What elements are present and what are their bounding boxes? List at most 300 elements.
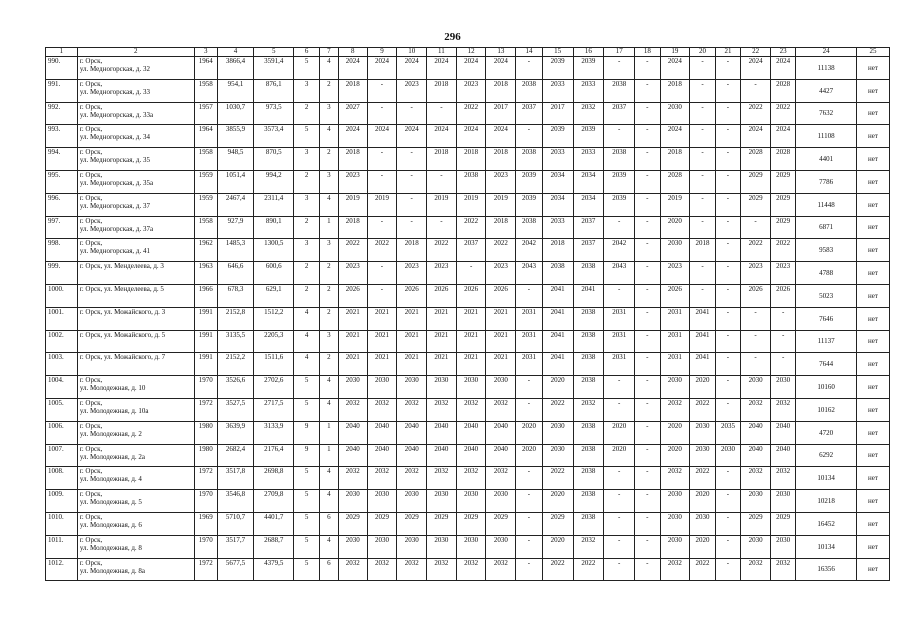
data-cell: 4 bbox=[319, 398, 338, 421]
data-cell: 2032 bbox=[456, 467, 486, 490]
data-cell: 2018 bbox=[338, 148, 367, 171]
data-cell: 2038 bbox=[573, 421, 604, 444]
data-cell: 2702,6 bbox=[254, 376, 294, 399]
data-cell: - bbox=[635, 558, 660, 581]
data-cell: 2042 bbox=[516, 239, 543, 262]
data-cell: - bbox=[397, 102, 427, 125]
data-cell: 2032 bbox=[367, 558, 397, 581]
data-cell: 4720 bbox=[796, 421, 857, 444]
data-cell: 2041 bbox=[573, 284, 604, 307]
address-cell: г. Орск, ул. Менделеева, д. 5 bbox=[77, 284, 194, 307]
address-cell: г. Орск, ул. Молодежная, д. 2 bbox=[77, 421, 194, 444]
data-cell: 2021 bbox=[456, 330, 486, 353]
data-cell: нет bbox=[856, 512, 889, 535]
data-cell: 2018 bbox=[660, 79, 690, 102]
data-cell: 2037 bbox=[604, 102, 635, 125]
data-cell: 2205,3 bbox=[254, 330, 294, 353]
table-row bbox=[46, 193, 890, 216]
data-cell: - bbox=[367, 102, 397, 125]
data-cell: 7632 bbox=[796, 102, 857, 125]
data-cell: 2467,4 bbox=[217, 193, 253, 216]
data-cell: 2022 bbox=[542, 467, 573, 490]
data-cell: 2030 bbox=[427, 490, 457, 513]
data-cell: нет bbox=[856, 193, 889, 216]
data-cell: 5023 bbox=[796, 284, 857, 307]
data-cell: 2176,4 bbox=[254, 444, 294, 467]
data-cell: 994,2 bbox=[254, 170, 294, 193]
data-cell: - bbox=[397, 193, 427, 216]
data-cell: 4379,5 bbox=[254, 558, 294, 581]
data-cell: 2041 bbox=[690, 330, 715, 353]
data-cell: 2041 bbox=[542, 330, 573, 353]
address-cell: г. Орск, ул. Молодежная, д. 8 bbox=[77, 535, 194, 558]
data-cell: 954,1 bbox=[217, 79, 253, 102]
column-header: 18 bbox=[635, 48, 660, 57]
data-cell: 2031 bbox=[604, 353, 635, 376]
data-cell: нет bbox=[856, 307, 889, 330]
data-cell: 1 bbox=[319, 421, 338, 444]
data-cell: - bbox=[690, 170, 715, 193]
data-cell: 1970 bbox=[194, 376, 217, 399]
data-cell: 1991 bbox=[194, 330, 217, 353]
data-cell: 2040 bbox=[456, 444, 486, 467]
data-cell: 3866,4 bbox=[217, 57, 253, 80]
data-cell: 1485,3 bbox=[217, 239, 253, 262]
data-cell: 2020 bbox=[690, 535, 715, 558]
table-row bbox=[46, 512, 890, 535]
data-cell: 2022 bbox=[542, 558, 573, 581]
column-header: 11 bbox=[427, 48, 457, 57]
data-cell: 1959 bbox=[194, 170, 217, 193]
data-cell: 4788 bbox=[796, 262, 857, 285]
data-cell: 3 bbox=[294, 79, 319, 102]
column-header: 20 bbox=[690, 48, 715, 57]
address-cell: г. Орск, ул. Можайского, д. 3 bbox=[77, 307, 194, 330]
data-cell: 5 bbox=[294, 558, 319, 581]
column-header: 21 bbox=[715, 48, 740, 57]
data-cell: 2032 bbox=[770, 398, 795, 421]
data-cell: 2018 bbox=[397, 239, 427, 262]
data-cell: 2030 bbox=[397, 490, 427, 513]
data-cell: 2 bbox=[319, 284, 338, 307]
data-cell: 2022 bbox=[770, 102, 795, 125]
table-row bbox=[46, 490, 890, 513]
data-cell: - bbox=[604, 216, 635, 239]
data-cell: 2030 bbox=[770, 490, 795, 513]
data-cell: 2 bbox=[294, 216, 319, 239]
data-cell: 2018 bbox=[486, 216, 516, 239]
data-cell: 2020 bbox=[690, 490, 715, 513]
data-cell: 2032 bbox=[397, 398, 427, 421]
data-cell: - bbox=[690, 102, 715, 125]
column-header: 10 bbox=[397, 48, 427, 57]
data-cell: 3517,7 bbox=[217, 535, 253, 558]
data-cell: 1972 bbox=[194, 398, 217, 421]
data-cell: 2032 bbox=[427, 558, 457, 581]
data-cell: 2038 bbox=[573, 376, 604, 399]
data-cell: 5 bbox=[294, 535, 319, 558]
data-cell: 973,5 bbox=[254, 102, 294, 125]
data-cell: 2032 bbox=[397, 467, 427, 490]
data-cell: 2020 bbox=[604, 444, 635, 467]
data-cell: - bbox=[715, 535, 740, 558]
data-cell: 2020 bbox=[660, 421, 690, 444]
data-cell: - bbox=[715, 193, 740, 216]
data-cell: 2017 bbox=[486, 102, 516, 125]
data-cell: 2022 bbox=[427, 239, 457, 262]
data-cell: 2018 bbox=[486, 148, 516, 171]
data-cell: 2021 bbox=[486, 330, 516, 353]
table-row bbox=[46, 398, 890, 421]
data-cell: - bbox=[635, 398, 660, 421]
table-row bbox=[46, 558, 890, 581]
data-cell: 2030 bbox=[486, 376, 516, 399]
data-cell: 2026 bbox=[660, 284, 690, 307]
data-cell: 2019 bbox=[427, 193, 457, 216]
data-cell: 2041 bbox=[542, 284, 573, 307]
data-cell: 2021 bbox=[397, 307, 427, 330]
data-cell: нет bbox=[856, 148, 889, 171]
data-cell: 2022 bbox=[573, 558, 604, 581]
data-cell: - bbox=[367, 284, 397, 307]
data-cell: 1300,5 bbox=[254, 239, 294, 262]
address-cell: г. Орск, ул. Медногорская, д. 41 bbox=[77, 239, 194, 262]
data-cell: 2024 bbox=[427, 125, 457, 148]
data-cell: 2029 bbox=[397, 512, 427, 535]
data-cell: 2030 bbox=[542, 444, 573, 467]
row-number-cell: 1008. bbox=[46, 467, 78, 490]
data-cell: 2028 bbox=[741, 148, 771, 171]
data-cell: - bbox=[516, 57, 543, 80]
data-cell: 2032 bbox=[427, 398, 457, 421]
data-cell: 2030 bbox=[427, 535, 457, 558]
data-cell: 2018 bbox=[542, 239, 573, 262]
row-number-cell: 997. bbox=[46, 216, 78, 239]
data-cell: 2041 bbox=[690, 353, 715, 376]
column-header: 5 bbox=[254, 48, 294, 57]
data-cell: 2021 bbox=[486, 307, 516, 330]
data-cell: 2 bbox=[319, 79, 338, 102]
row-number-cell: 1011. bbox=[46, 535, 78, 558]
row-number-cell: 996. bbox=[46, 193, 78, 216]
data-cell: 1964 bbox=[194, 125, 217, 148]
data-cell: 2030 bbox=[338, 490, 367, 513]
data-cell: 2030 bbox=[367, 535, 397, 558]
data-cell: 2030 bbox=[542, 421, 573, 444]
data-cell: 2 bbox=[319, 307, 338, 330]
data-cell: нет bbox=[856, 262, 889, 285]
data-cell: - bbox=[715, 467, 740, 490]
data-cell: - bbox=[427, 170, 457, 193]
data-cell: 2018 bbox=[427, 79, 457, 102]
table-row bbox=[46, 262, 890, 285]
data-cell: - bbox=[516, 125, 543, 148]
data-cell: 6 bbox=[319, 512, 338, 535]
row-number-cell: 1010. bbox=[46, 512, 78, 535]
data-cell: 2040 bbox=[427, 421, 457, 444]
data-cell: 2029 bbox=[770, 512, 795, 535]
row-number-cell: 1005. bbox=[46, 398, 78, 421]
data-cell: 2040 bbox=[486, 421, 516, 444]
address-cell: г. Орск, ул. Молодежная, д. 5 bbox=[77, 490, 194, 513]
data-cell: - bbox=[741, 307, 771, 330]
data-cell: 2039 bbox=[542, 57, 573, 80]
data-cell: 2026 bbox=[741, 284, 771, 307]
data-cell: 2030 bbox=[690, 444, 715, 467]
data-cell: 2026 bbox=[338, 284, 367, 307]
data-cell: 2024 bbox=[456, 57, 486, 80]
data-cell: 2020 bbox=[542, 490, 573, 513]
data-cell: - bbox=[715, 376, 740, 399]
data-cell: - bbox=[635, 102, 660, 125]
column-header: 2 bbox=[77, 48, 194, 57]
column-header: 15 bbox=[542, 48, 573, 57]
data-cell: - bbox=[516, 467, 543, 490]
data-cell: 2038 bbox=[516, 79, 543, 102]
data-cell: 2034 bbox=[542, 193, 573, 216]
data-cell: - bbox=[397, 216, 427, 239]
data-cell: 2030 bbox=[456, 490, 486, 513]
data-cell: нет bbox=[856, 421, 889, 444]
data-cell: - bbox=[635, 330, 660, 353]
data-cell: - bbox=[516, 558, 543, 581]
address-cell: г. Орск, ул. Молодежная, д. 6 bbox=[77, 512, 194, 535]
table-row bbox=[46, 307, 890, 330]
data-cell: - bbox=[715, 216, 740, 239]
data-cell: 2026 bbox=[456, 284, 486, 307]
data-cell: 1991 bbox=[194, 307, 217, 330]
data-cell: нет bbox=[856, 57, 889, 80]
data-cell: 927,9 bbox=[217, 216, 253, 239]
address-cell: г. Орск, ул. Медногорская, д. 33а bbox=[77, 102, 194, 125]
data-cell: 2030 bbox=[486, 490, 516, 513]
data-cell: 2032 bbox=[456, 558, 486, 581]
data-cell: 1030,7 bbox=[217, 102, 253, 125]
data-cell: 2041 bbox=[542, 307, 573, 330]
row-number-cell: 1002. bbox=[46, 330, 78, 353]
data-cell: 2039 bbox=[573, 57, 604, 80]
data-cell: 890,1 bbox=[254, 216, 294, 239]
data-cell: нет bbox=[856, 102, 889, 125]
data-cell: - bbox=[604, 535, 635, 558]
data-cell: 2039 bbox=[516, 193, 543, 216]
data-cell: - bbox=[367, 148, 397, 171]
data-cell: 2032 bbox=[486, 558, 516, 581]
data-cell: 2019 bbox=[660, 193, 690, 216]
data-cell: 2038 bbox=[573, 307, 604, 330]
data-cell: 3639,9 bbox=[217, 421, 253, 444]
data-cell: 1958 bbox=[194, 148, 217, 171]
data-cell: 2018 bbox=[456, 148, 486, 171]
data-cell: - bbox=[635, 467, 660, 490]
data-cell: 6 bbox=[319, 558, 338, 581]
data-cell: 2035 bbox=[715, 421, 740, 444]
data-cell: 2023 bbox=[456, 79, 486, 102]
data-cell: 2023 bbox=[397, 262, 427, 285]
data-cell: 1970 bbox=[194, 535, 217, 558]
data-cell: 6871 bbox=[796, 216, 857, 239]
data-cell: нет bbox=[856, 330, 889, 353]
data-cell: - bbox=[604, 490, 635, 513]
table-row bbox=[46, 102, 890, 125]
data-cell: 2030 bbox=[770, 376, 795, 399]
data-cell: 3573,4 bbox=[254, 125, 294, 148]
row-number-cell: 999. bbox=[46, 262, 78, 285]
data-cell: 2020 bbox=[660, 216, 690, 239]
row-number-cell: 1006. bbox=[46, 421, 78, 444]
data-cell: 2038 bbox=[573, 330, 604, 353]
table-row bbox=[46, 148, 890, 171]
data-cell: 1962 bbox=[194, 239, 217, 262]
data-cell: 2038 bbox=[573, 262, 604, 285]
row-number-cell: 994. bbox=[46, 148, 78, 171]
data-cell: - bbox=[635, 57, 660, 80]
table-row bbox=[46, 239, 890, 262]
data-cell: 10218 bbox=[796, 490, 857, 513]
data-cell: - bbox=[516, 284, 543, 307]
data-cell: 2020 bbox=[690, 376, 715, 399]
data-cell: 2024 bbox=[486, 57, 516, 80]
data-cell: 2030 bbox=[367, 376, 397, 399]
data-cell: 2024 bbox=[456, 125, 486, 148]
data-cell: 2024 bbox=[741, 125, 771, 148]
data-cell: 1964 bbox=[194, 57, 217, 80]
column-header: 23 bbox=[770, 48, 795, 57]
data-cell: 1 bbox=[319, 216, 338, 239]
data-cell: 2026 bbox=[397, 284, 427, 307]
table-row bbox=[46, 79, 890, 102]
data-cell: 11448 bbox=[796, 193, 857, 216]
data-cell: 2031 bbox=[660, 353, 690, 376]
data-cell: 9 bbox=[294, 421, 319, 444]
data-cell: 2030 bbox=[770, 535, 795, 558]
data-cell: 2038 bbox=[573, 467, 604, 490]
data-cell: 4 bbox=[319, 376, 338, 399]
data-cell: 9583 bbox=[796, 239, 857, 262]
column-header: 4 bbox=[217, 48, 253, 57]
data-cell: 3 bbox=[294, 193, 319, 216]
data-cell: 1969 bbox=[194, 512, 217, 535]
data-cell: 2030 bbox=[338, 535, 367, 558]
data-cell: 2018 bbox=[486, 79, 516, 102]
data-cell: 2024 bbox=[660, 125, 690, 148]
data-cell: 4 bbox=[294, 307, 319, 330]
data-cell: 2030 bbox=[690, 421, 715, 444]
data-cell: 2040 bbox=[367, 444, 397, 467]
column-header: 22 bbox=[741, 48, 771, 57]
data-cell: 2020 bbox=[660, 444, 690, 467]
data-cell: 2026 bbox=[770, 284, 795, 307]
data-cell: - bbox=[367, 216, 397, 239]
data-cell: 2 bbox=[319, 353, 338, 376]
data-cell: - bbox=[427, 102, 457, 125]
data-cell: 3527,5 bbox=[217, 398, 253, 421]
data-cell: 2020 bbox=[542, 376, 573, 399]
data-cell: нет bbox=[856, 79, 889, 102]
page-number: 296 bbox=[444, 31, 461, 43]
address-cell: г. Орск, ул. Молодежная, д. 10 bbox=[77, 376, 194, 399]
data-cell: 2038 bbox=[456, 170, 486, 193]
table-row bbox=[46, 444, 890, 467]
data-cell: 2021 bbox=[456, 353, 486, 376]
data-cell: 2032 bbox=[456, 398, 486, 421]
data-cell: - bbox=[770, 353, 795, 376]
data-cell: 2026 bbox=[427, 284, 457, 307]
data-cell: 2031 bbox=[516, 330, 543, 353]
data-cell: 2040 bbox=[427, 444, 457, 467]
data-cell: 4401 bbox=[796, 148, 857, 171]
data-cell: 2031 bbox=[660, 330, 690, 353]
data-cell: 2029 bbox=[338, 512, 367, 535]
data-cell: нет bbox=[856, 284, 889, 307]
data-cell: 2023 bbox=[338, 170, 367, 193]
data-cell: 2040 bbox=[486, 444, 516, 467]
data-cell: - bbox=[635, 262, 660, 285]
data-cell: - bbox=[715, 558, 740, 581]
column-header: 16 bbox=[573, 48, 604, 57]
data-cell: 2022 bbox=[542, 398, 573, 421]
data-cell: 2039 bbox=[604, 170, 635, 193]
data-cell: 2028 bbox=[770, 148, 795, 171]
data-cell: 2032 bbox=[427, 467, 457, 490]
data-cell: 2032 bbox=[338, 398, 367, 421]
data-cell: 2022 bbox=[456, 216, 486, 239]
data-cell: 2031 bbox=[516, 353, 543, 376]
data-cell: 2022 bbox=[770, 239, 795, 262]
data-cell: 10162 bbox=[796, 398, 857, 421]
data-cell: 3135,5 bbox=[217, 330, 253, 353]
table-row bbox=[46, 421, 890, 444]
data-cell: 3855,9 bbox=[217, 125, 253, 148]
data-cell: - bbox=[367, 79, 397, 102]
data-cell: 2037 bbox=[573, 216, 604, 239]
address-cell: г. Орск, ул. Медногорская, д. 32 bbox=[77, 57, 194, 80]
row-number-cell: 1007. bbox=[46, 444, 78, 467]
data-cell: нет bbox=[856, 444, 889, 467]
data-cell: 3 bbox=[319, 102, 338, 125]
data-cell: 2018 bbox=[660, 148, 690, 171]
data-cell: 4401,7 bbox=[254, 512, 294, 535]
data-cell: 2023 bbox=[486, 262, 516, 285]
data-cell: 2026 bbox=[486, 284, 516, 307]
data-cell: - bbox=[715, 398, 740, 421]
address-cell: г. Орск, ул. Медногорская, д. 35а bbox=[77, 170, 194, 193]
data-cell: - bbox=[516, 376, 543, 399]
column-header: 3 bbox=[194, 48, 217, 57]
data-cell: 2030 bbox=[660, 535, 690, 558]
data-cell: 1512,2 bbox=[254, 307, 294, 330]
data-cell: 2152,8 bbox=[217, 307, 253, 330]
data-cell: 2020 bbox=[516, 421, 543, 444]
data-cell: 5 bbox=[294, 376, 319, 399]
data-cell: 2311,4 bbox=[254, 193, 294, 216]
data-cell: нет bbox=[856, 490, 889, 513]
data-cell: 2020 bbox=[604, 421, 635, 444]
data-cell: 1963 bbox=[194, 262, 217, 285]
data-cell: 2 bbox=[294, 262, 319, 285]
data-cell: 1511,6 bbox=[254, 353, 294, 376]
data-cell: 10134 bbox=[796, 467, 857, 490]
data-cell: 4 bbox=[319, 125, 338, 148]
data-cell: нет bbox=[856, 535, 889, 558]
data-cell: 2039 bbox=[516, 170, 543, 193]
data-cell: - bbox=[604, 57, 635, 80]
data-cell: 2030 bbox=[397, 535, 427, 558]
data-cell: 2040 bbox=[338, 421, 367, 444]
data-cell: 2717,5 bbox=[254, 398, 294, 421]
data-cell: 3 bbox=[319, 170, 338, 193]
data-cell: 2030 bbox=[690, 512, 715, 535]
